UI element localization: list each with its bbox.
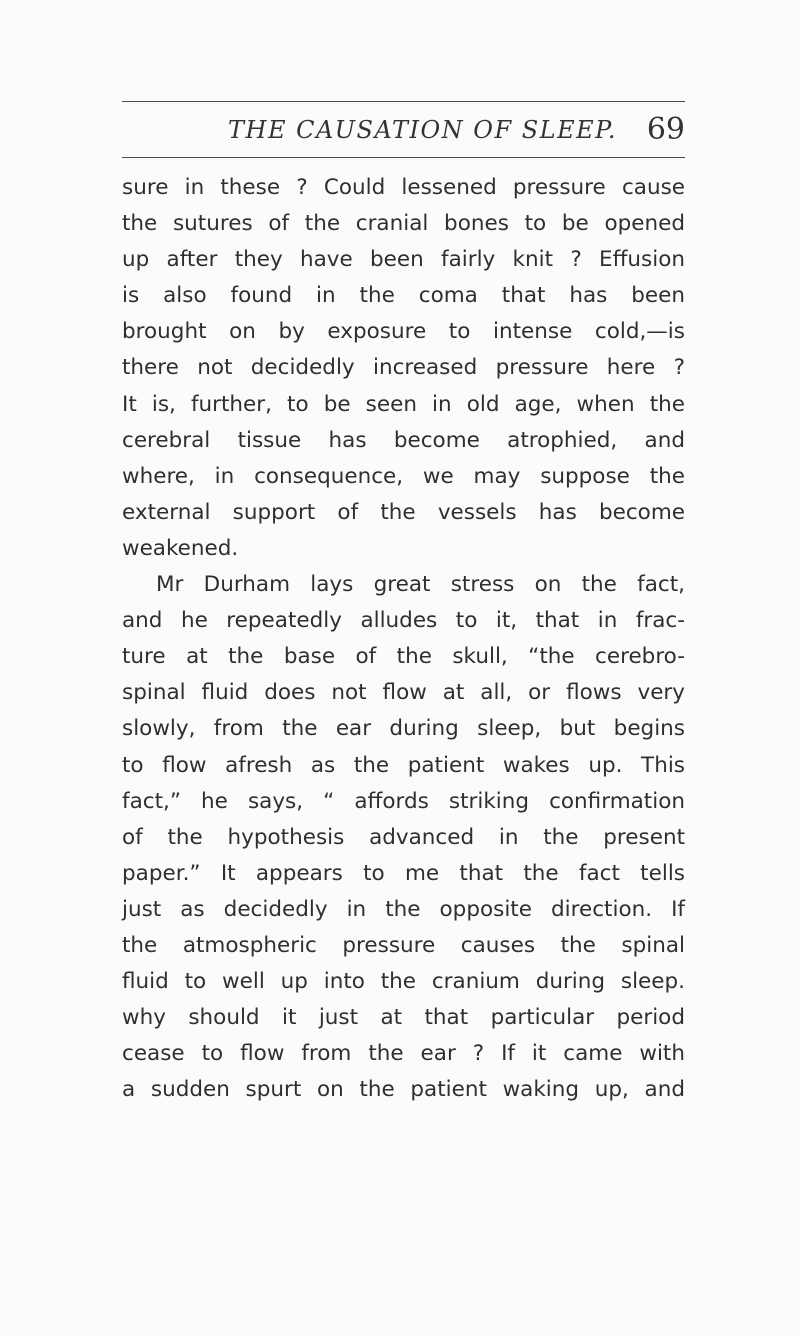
text-line: external support of the vessels has become (122, 499, 685, 525)
text-line: and he repeatedly alludes to it, that in frac- (122, 608, 685, 634)
body-text (122, 170, 685, 1108)
text-line: a sudden spurt on the patient waking up, and (122, 1077, 685, 1103)
header-rule-top (122, 101, 685, 102)
text-line: spinal fluid does not flow at all, or flows very (122, 680, 685, 706)
page-number: 69 (646, 112, 685, 147)
text-line: the sutures of the cranial bones to be opened (122, 211, 685, 237)
running-head (122, 112, 685, 152)
text-line: fact,” he says, “ affords striking confirmation (122, 788, 685, 814)
text-line: slowly, from the ear during sleep, but begins (122, 716, 685, 742)
text-line: cerebral tissue has become atrophied, and (122, 427, 685, 453)
text-line: paper.” It appears to me that the fact tells (122, 860, 685, 886)
text-line: just as decidedly in the opposite direction. If (122, 896, 685, 922)
text-line: cease to flow from the ear ? If it came with (122, 1041, 685, 1067)
text-line: fluid to well up into the cranium during sleep. (122, 969, 685, 995)
running-title: THE CAUSATION OF SLEEP. (228, 116, 618, 144)
text-line: why should it just at that particular period (122, 1005, 685, 1031)
paragraph-end-line: weakened. (122, 535, 239, 561)
text-line: of the hypothesis advanced in the present (122, 824, 685, 850)
header-rule-bottom (122, 157, 685, 158)
text-line: It is, further, to be seen in old age, when the (122, 391, 685, 417)
text-line: is also found in the coma that has been (122, 283, 685, 309)
text-line: up after they have been fairly knit ? Effusion (122, 247, 685, 273)
text-line: the atmospheric pressure causes the spinal (122, 932, 685, 958)
text-line: where, in consequence, we may suppose the (122, 463, 685, 489)
text-line: brought on by exposure to intense cold,—is (122, 319, 685, 345)
text-line: there not decidedly increased pressure here ? (122, 355, 685, 381)
paragraph-start-line: Mr Durham lays great stress on the fact, (156, 572, 685, 598)
text-line: to flow afresh as the patient wakes up. This (122, 752, 685, 778)
text-line: ture at the base of the skull, “the cerebro- (122, 644, 685, 670)
text-line: sure in these ? Could lessened pressure cause (122, 175, 685, 200)
